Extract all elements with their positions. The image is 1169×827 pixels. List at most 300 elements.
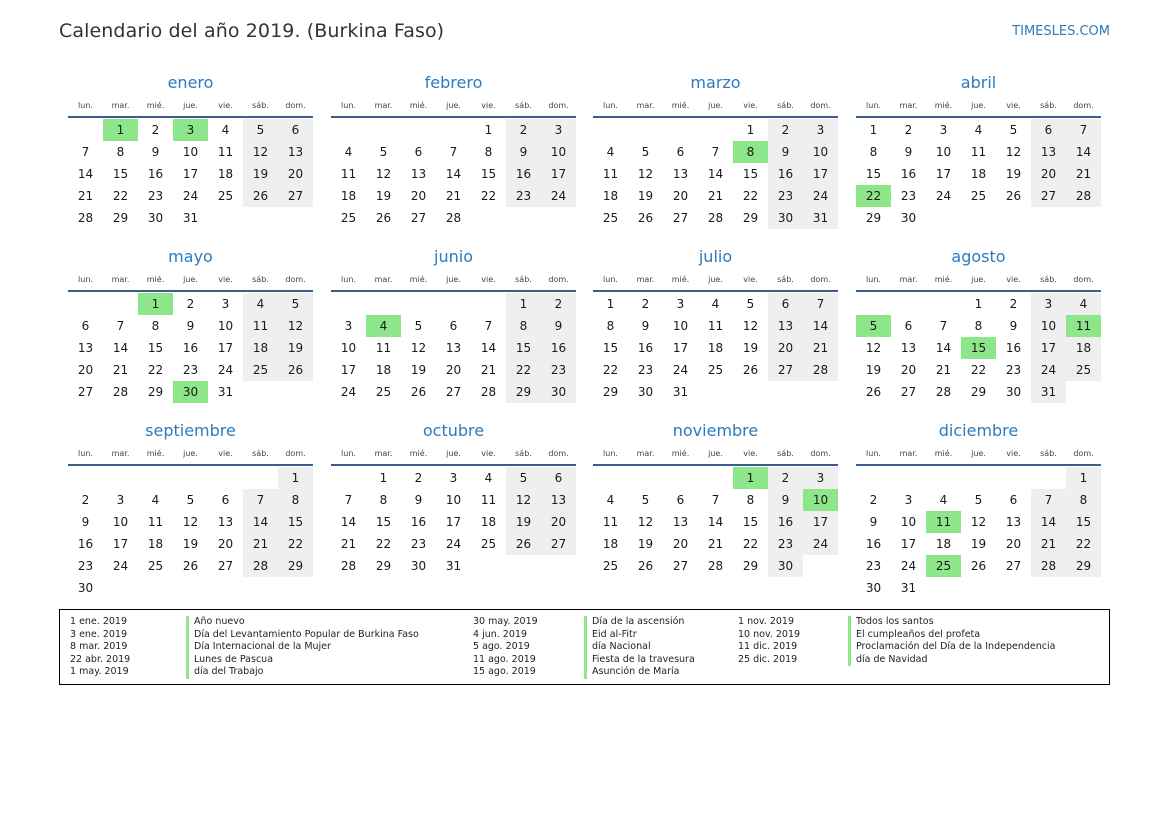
day-cell[interactable]: 18 bbox=[707, 341, 724, 355]
day-cell[interactable]: 27 bbox=[77, 385, 94, 399]
day-cell[interactable]: 12 bbox=[1005, 145, 1022, 159]
day-cell[interactable]: 6 bbox=[81, 319, 90, 333]
day-cell[interactable]: 3 bbox=[449, 471, 458, 485]
day-cell[interactable]: 21 bbox=[112, 363, 129, 377]
weekend-day-cell[interactable]: 23 bbox=[768, 185, 803, 207]
day-cell[interactable]: 11 bbox=[480, 493, 497, 507]
day-cell[interactable]: 16 bbox=[1005, 341, 1022, 355]
day-cell[interactable]: 9 bbox=[869, 515, 878, 529]
weekend-day-cell[interactable]: 16 bbox=[506, 163, 541, 185]
day-cell[interactable]: 24 bbox=[445, 537, 462, 551]
day-cell[interactable]: 22 bbox=[602, 363, 619, 377]
day-cell[interactable]: 23 bbox=[637, 363, 654, 377]
day-cell[interactable]: 27 bbox=[1005, 559, 1022, 573]
day-cell[interactable]: 6 bbox=[449, 319, 458, 333]
weekend-day-cell[interactable]: 17 bbox=[541, 163, 576, 185]
weekend-day-cell[interactable]: 23 bbox=[541, 359, 576, 381]
day-cell[interactable]: 10 bbox=[445, 493, 462, 507]
day-cell[interactable]: 10 bbox=[340, 341, 357, 355]
weekend-day-cell[interactable]: 5 bbox=[278, 293, 313, 315]
day-cell[interactable]: 8 bbox=[116, 145, 125, 159]
day-cell[interactable]: 24 bbox=[340, 385, 357, 399]
weekend-day-cell[interactable]: 28 bbox=[1031, 555, 1066, 577]
day-cell[interactable]: 16 bbox=[182, 341, 199, 355]
day-cell[interactable]: 18 bbox=[340, 189, 357, 203]
holiday-day-cell[interactable]: 15 bbox=[961, 337, 996, 359]
day-cell[interactable]: 7 bbox=[116, 319, 125, 333]
day-cell[interactable]: 19 bbox=[1005, 167, 1022, 181]
weekend-day-cell[interactable]: 21 bbox=[243, 533, 278, 555]
day-cell[interactable]: 17 bbox=[672, 341, 689, 355]
day-cell[interactable]: 18 bbox=[217, 167, 234, 181]
day-cell[interactable]: 28 bbox=[707, 211, 724, 225]
day-cell[interactable]: 8 bbox=[869, 145, 878, 159]
day-cell[interactable]: 22 bbox=[742, 537, 759, 551]
holiday-day-cell[interactable]: 1 bbox=[103, 119, 138, 141]
day-cell[interactable]: 4 bbox=[711, 297, 720, 311]
day-cell[interactable]: 1 bbox=[379, 471, 388, 485]
day-cell[interactable]: 17 bbox=[182, 167, 199, 181]
day-cell[interactable]: 28 bbox=[77, 211, 94, 225]
day-cell[interactable]: 5 bbox=[379, 145, 388, 159]
day-cell[interactable]: 11 bbox=[970, 145, 987, 159]
weekend-day-cell[interactable]: 1 bbox=[278, 467, 313, 489]
day-cell[interactable]: 23 bbox=[865, 559, 882, 573]
weekend-day-cell[interactable]: 9 bbox=[541, 315, 576, 337]
weekend-day-cell[interactable]: 29 bbox=[1066, 555, 1101, 577]
day-cell[interactable]: 13 bbox=[445, 341, 462, 355]
day-cell[interactable]: 20 bbox=[900, 363, 917, 377]
day-cell[interactable]: 15 bbox=[742, 515, 759, 529]
weekend-day-cell[interactable]: 21 bbox=[1031, 533, 1066, 555]
day-cell[interactable]: 20 bbox=[1005, 537, 1022, 551]
day-cell[interactable]: 14 bbox=[112, 341, 129, 355]
weekend-day-cell[interactable]: 25 bbox=[1066, 359, 1101, 381]
day-cell[interactable]: 28 bbox=[445, 211, 462, 225]
weekend-day-cell[interactable]: 17 bbox=[803, 511, 838, 533]
day-cell[interactable]: 6 bbox=[414, 145, 423, 159]
day-cell[interactable]: 23 bbox=[147, 189, 164, 203]
day-cell[interactable]: 30 bbox=[410, 559, 427, 573]
day-cell[interactable]: 26 bbox=[742, 363, 759, 377]
day-cell[interactable]: 18 bbox=[935, 537, 952, 551]
day-cell[interactable]: 19 bbox=[182, 537, 199, 551]
holiday-day-cell[interactable]: 11 bbox=[926, 511, 961, 533]
day-cell[interactable]: 20 bbox=[445, 363, 462, 377]
weekend-day-cell[interactable]: 3 bbox=[803, 467, 838, 489]
weekend-day-cell[interactable]: 24 bbox=[1031, 359, 1066, 381]
weekend-day-cell[interactable]: 27 bbox=[278, 185, 313, 207]
day-cell[interactable]: 4 bbox=[939, 493, 948, 507]
day-cell[interactable]: 18 bbox=[480, 515, 497, 529]
weekend-day-cell[interactable]: 30 bbox=[768, 207, 803, 229]
weekend-day-cell[interactable]: 27 bbox=[541, 533, 576, 555]
day-cell[interactable]: 26 bbox=[182, 559, 199, 573]
day-cell[interactable]: 2 bbox=[414, 471, 423, 485]
weekend-day-cell[interactable]: 3 bbox=[803, 119, 838, 141]
day-cell[interactable]: 31 bbox=[217, 385, 234, 399]
day-cell[interactable]: 24 bbox=[112, 559, 129, 573]
day-cell[interactable]: 29 bbox=[112, 211, 129, 225]
day-cell[interactable]: 7 bbox=[449, 145, 458, 159]
day-cell[interactable]: 28 bbox=[340, 559, 357, 573]
weekend-day-cell[interactable]: 22 bbox=[506, 359, 541, 381]
day-cell[interactable]: 14 bbox=[707, 515, 724, 529]
weekend-day-cell[interactable]: 27 bbox=[768, 359, 803, 381]
day-cell[interactable]: 5 bbox=[414, 319, 423, 333]
day-cell[interactable]: 8 bbox=[746, 493, 755, 507]
holiday-day-cell[interactable]: 8 bbox=[733, 141, 768, 163]
day-cell[interactable]: 7 bbox=[344, 493, 353, 507]
day-cell[interactable]: 6 bbox=[676, 493, 685, 507]
day-cell[interactable]: 4 bbox=[974, 123, 983, 137]
day-cell[interactable]: 25 bbox=[480, 537, 497, 551]
weekend-day-cell[interactable]: 6 bbox=[1031, 119, 1066, 141]
day-cell[interactable]: 5 bbox=[746, 297, 755, 311]
day-cell[interactable]: 31 bbox=[672, 385, 689, 399]
day-cell[interactable]: 13 bbox=[217, 515, 234, 529]
day-cell[interactable]: 26 bbox=[637, 559, 654, 573]
day-cell[interactable]: 15 bbox=[147, 341, 164, 355]
day-cell[interactable]: 22 bbox=[375, 537, 392, 551]
weekend-day-cell[interactable]: 12 bbox=[506, 489, 541, 511]
day-cell[interactable]: 20 bbox=[410, 189, 427, 203]
day-cell[interactable]: 23 bbox=[410, 537, 427, 551]
day-cell[interactable]: 28 bbox=[935, 385, 952, 399]
day-cell[interactable]: 8 bbox=[606, 319, 615, 333]
day-cell[interactable]: 9 bbox=[414, 493, 423, 507]
day-cell[interactable]: 10 bbox=[112, 515, 129, 529]
day-cell[interactable]: 21 bbox=[77, 189, 94, 203]
day-cell[interactable]: 4 bbox=[606, 145, 615, 159]
weekend-day-cell[interactable]: 9 bbox=[768, 141, 803, 163]
day-cell[interactable]: 17 bbox=[340, 363, 357, 377]
weekend-day-cell[interactable]: 8 bbox=[506, 315, 541, 337]
day-cell[interactable]: 17 bbox=[112, 537, 129, 551]
weekend-day-cell[interactable]: 27 bbox=[1031, 185, 1066, 207]
day-cell[interactable]: 30 bbox=[77, 581, 94, 595]
day-cell[interactable]: 27 bbox=[445, 385, 462, 399]
weekend-day-cell[interactable]: 13 bbox=[278, 141, 313, 163]
weekend-day-cell[interactable]: 8 bbox=[1066, 489, 1101, 511]
day-cell[interactable]: 1 bbox=[974, 297, 983, 311]
weekend-day-cell[interactable]: 2 bbox=[541, 293, 576, 315]
day-cell[interactable]: 15 bbox=[480, 167, 497, 181]
day-cell[interactable]: 14 bbox=[77, 167, 94, 181]
holiday-day-cell[interactable]: 25 bbox=[926, 555, 961, 577]
day-cell[interactable]: 1 bbox=[746, 123, 755, 137]
weekend-day-cell[interactable]: 16 bbox=[768, 511, 803, 533]
day-cell[interactable]: 29 bbox=[147, 385, 164, 399]
day-cell[interactable]: 24 bbox=[900, 559, 917, 573]
weekend-day-cell[interactable]: 29 bbox=[278, 555, 313, 577]
weekend-day-cell[interactable]: 23 bbox=[506, 185, 541, 207]
weekend-day-cell[interactable]: 28 bbox=[803, 359, 838, 381]
day-cell[interactable]: 23 bbox=[77, 559, 94, 573]
day-cell[interactable]: 3 bbox=[904, 493, 913, 507]
day-cell[interactable]: 19 bbox=[742, 341, 759, 355]
day-cell[interactable]: 28 bbox=[707, 559, 724, 573]
day-cell[interactable]: 15 bbox=[375, 515, 392, 529]
weekend-day-cell[interactable]: 13 bbox=[768, 315, 803, 337]
holiday-day-cell[interactable]: 4 bbox=[366, 315, 401, 337]
weekend-day-cell[interactable]: 15 bbox=[1066, 511, 1101, 533]
day-cell[interactable]: 9 bbox=[904, 145, 913, 159]
day-cell[interactable]: 22 bbox=[742, 189, 759, 203]
day-cell[interactable]: 2 bbox=[81, 493, 90, 507]
day-cell[interactable]: 30 bbox=[900, 211, 917, 225]
day-cell[interactable]: 18 bbox=[602, 537, 619, 551]
day-cell[interactable]: 25 bbox=[340, 211, 357, 225]
day-cell[interactable]: 5 bbox=[186, 493, 195, 507]
day-cell[interactable]: 18 bbox=[375, 363, 392, 377]
day-cell[interactable]: 23 bbox=[900, 189, 917, 203]
day-cell[interactable]: 21 bbox=[340, 537, 357, 551]
holiday-day-cell[interactable]: 1 bbox=[733, 467, 768, 489]
weekend-day-cell[interactable]: 30 bbox=[768, 555, 803, 577]
day-cell[interactable]: 12 bbox=[182, 515, 199, 529]
weekend-day-cell[interactable]: 1 bbox=[506, 293, 541, 315]
day-cell[interactable]: 15 bbox=[742, 167, 759, 181]
weekend-day-cell[interactable]: 5 bbox=[506, 467, 541, 489]
weekend-day-cell[interactable]: 26 bbox=[506, 533, 541, 555]
day-cell[interactable]: 3 bbox=[344, 319, 353, 333]
day-cell[interactable]: 25 bbox=[970, 189, 987, 203]
day-cell[interactable]: 12 bbox=[410, 341, 427, 355]
day-cell[interactable]: 9 bbox=[1009, 319, 1018, 333]
day-cell[interactable]: 21 bbox=[707, 537, 724, 551]
day-cell[interactable]: 22 bbox=[970, 363, 987, 377]
day-cell[interactable]: 5 bbox=[641, 145, 650, 159]
day-cell[interactable]: 25 bbox=[707, 363, 724, 377]
day-cell[interactable]: 3 bbox=[221, 297, 230, 311]
weekend-day-cell[interactable]: 15 bbox=[506, 337, 541, 359]
weekend-day-cell[interactable]: 28 bbox=[1066, 185, 1101, 207]
day-cell[interactable]: 18 bbox=[602, 189, 619, 203]
day-cell[interactable]: 5 bbox=[641, 493, 650, 507]
day-cell[interactable]: 26 bbox=[970, 559, 987, 573]
weekend-day-cell[interactable]: 8 bbox=[278, 489, 313, 511]
day-cell[interactable]: 6 bbox=[676, 145, 685, 159]
day-cell[interactable]: 29 bbox=[865, 211, 882, 225]
holiday-day-cell[interactable]: 10 bbox=[803, 489, 838, 511]
day-cell[interactable]: 8 bbox=[974, 319, 983, 333]
day-cell[interactable]: 2 bbox=[151, 123, 160, 137]
day-cell[interactable]: 4 bbox=[344, 145, 353, 159]
day-cell[interactable]: 29 bbox=[742, 559, 759, 573]
weekend-day-cell[interactable]: 10 bbox=[1031, 315, 1066, 337]
day-cell[interactable]: 27 bbox=[217, 559, 234, 573]
day-cell[interactable]: 19 bbox=[637, 189, 654, 203]
day-cell[interactable]: 8 bbox=[379, 493, 388, 507]
day-cell[interactable]: 22 bbox=[147, 363, 164, 377]
day-cell[interactable]: 21 bbox=[935, 363, 952, 377]
day-cell[interactable]: 12 bbox=[742, 319, 759, 333]
day-cell[interactable]: 21 bbox=[707, 189, 724, 203]
day-cell[interactable]: 16 bbox=[77, 537, 94, 551]
day-cell[interactable]: 17 bbox=[900, 537, 917, 551]
day-cell[interactable]: 29 bbox=[375, 559, 392, 573]
weekend-day-cell[interactable]: 9 bbox=[768, 489, 803, 511]
day-cell[interactable]: 31 bbox=[445, 559, 462, 573]
day-cell[interactable]: 16 bbox=[410, 515, 427, 529]
day-cell[interactable]: 29 bbox=[742, 211, 759, 225]
day-cell[interactable]: 27 bbox=[410, 211, 427, 225]
day-cell[interactable]: 10 bbox=[900, 515, 917, 529]
day-cell[interactable]: 2 bbox=[1009, 297, 1018, 311]
weekend-day-cell[interactable]: 4 bbox=[1066, 293, 1101, 315]
weekend-day-cell[interactable]: 19 bbox=[506, 511, 541, 533]
day-cell[interactable]: 12 bbox=[637, 167, 654, 181]
brand-link[interactable]: TIMESLES.COM bbox=[1012, 24, 1110, 39]
day-cell[interactable]: 16 bbox=[147, 167, 164, 181]
day-cell[interactable]: 27 bbox=[672, 211, 689, 225]
weekend-day-cell[interactable]: 24 bbox=[541, 185, 576, 207]
weekend-day-cell[interactable]: 23 bbox=[768, 533, 803, 555]
weekend-day-cell[interactable]: 12 bbox=[243, 141, 278, 163]
day-cell[interactable]: 6 bbox=[221, 493, 230, 507]
day-cell[interactable]: 13 bbox=[1005, 515, 1022, 529]
day-cell[interactable]: 10 bbox=[672, 319, 689, 333]
day-cell[interactable]: 2 bbox=[904, 123, 913, 137]
weekend-day-cell[interactable]: 17 bbox=[803, 163, 838, 185]
day-cell[interactable]: 5 bbox=[1009, 123, 1018, 137]
weekend-day-cell[interactable]: 18 bbox=[1066, 337, 1101, 359]
holiday-day-cell[interactable]: 30 bbox=[173, 381, 208, 403]
day-cell[interactable]: 29 bbox=[970, 385, 987, 399]
day-cell[interactable]: 16 bbox=[900, 167, 917, 181]
weekend-day-cell[interactable]: 31 bbox=[803, 207, 838, 229]
day-cell[interactable]: 25 bbox=[147, 559, 164, 573]
day-cell[interactable]: 1 bbox=[869, 123, 878, 137]
weekend-day-cell[interactable]: 9 bbox=[506, 141, 541, 163]
holiday-day-cell[interactable]: 1 bbox=[138, 293, 173, 315]
day-cell[interactable]: 30 bbox=[1005, 385, 1022, 399]
weekend-day-cell[interactable]: 30 bbox=[541, 381, 576, 403]
weekend-day-cell[interactable]: 7 bbox=[243, 489, 278, 511]
weekend-day-cell[interactable]: 31 bbox=[1031, 381, 1066, 403]
day-cell[interactable]: 20 bbox=[672, 537, 689, 551]
day-cell[interactable]: 30 bbox=[865, 581, 882, 595]
day-cell[interactable]: 3 bbox=[676, 297, 685, 311]
day-cell[interactable]: 18 bbox=[970, 167, 987, 181]
day-cell[interactable]: 7 bbox=[81, 145, 90, 159]
day-cell[interactable]: 20 bbox=[217, 537, 234, 551]
weekend-day-cell[interactable]: 14 bbox=[1066, 141, 1101, 163]
day-cell[interactable]: 21 bbox=[480, 363, 497, 377]
weekend-day-cell[interactable]: 7 bbox=[1031, 489, 1066, 511]
weekend-day-cell[interactable]: 19 bbox=[243, 163, 278, 185]
day-cell[interactable]: 10 bbox=[217, 319, 234, 333]
day-cell[interactable]: 24 bbox=[182, 189, 199, 203]
day-cell[interactable]: 2 bbox=[641, 297, 650, 311]
day-cell[interactable]: 17 bbox=[935, 167, 952, 181]
weekend-day-cell[interactable]: 14 bbox=[1031, 511, 1066, 533]
weekend-day-cell[interactable]: 11 bbox=[243, 315, 278, 337]
weekend-day-cell[interactable]: 28 bbox=[243, 555, 278, 577]
day-cell[interactable]: 11 bbox=[147, 515, 164, 529]
weekend-day-cell[interactable]: 3 bbox=[1031, 293, 1066, 315]
day-cell[interactable]: 28 bbox=[112, 385, 129, 399]
day-cell[interactable]: 3 bbox=[939, 123, 948, 137]
weekend-day-cell[interactable]: 6 bbox=[768, 293, 803, 315]
weekend-day-cell[interactable]: 25 bbox=[243, 359, 278, 381]
day-cell[interactable]: 25 bbox=[217, 189, 234, 203]
day-cell[interactable]: 8 bbox=[484, 145, 493, 159]
day-cell[interactable]: 24 bbox=[935, 189, 952, 203]
day-cell[interactable]: 14 bbox=[935, 341, 952, 355]
day-cell[interactable]: 7 bbox=[939, 319, 948, 333]
day-cell[interactable]: 19 bbox=[865, 363, 882, 377]
weekend-day-cell[interactable]: 24 bbox=[803, 533, 838, 555]
day-cell[interactable]: 2 bbox=[869, 493, 878, 507]
weekend-day-cell[interactable]: 5 bbox=[243, 119, 278, 141]
holiday-day-cell[interactable]: 3 bbox=[173, 119, 208, 141]
day-cell[interactable]: 9 bbox=[151, 145, 160, 159]
day-cell[interactable]: 25 bbox=[375, 385, 392, 399]
weekend-day-cell[interactable]: 19 bbox=[278, 337, 313, 359]
day-cell[interactable]: 6 bbox=[904, 319, 913, 333]
day-cell[interactable]: 14 bbox=[340, 515, 357, 529]
day-cell[interactable]: 6 bbox=[1009, 493, 1018, 507]
day-cell[interactable]: 19 bbox=[410, 363, 427, 377]
day-cell[interactable]: 9 bbox=[81, 515, 90, 529]
weekend-day-cell[interactable]: 2 bbox=[506, 119, 541, 141]
day-cell[interactable]: 26 bbox=[375, 211, 392, 225]
day-cell[interactable]: 17 bbox=[445, 515, 462, 529]
weekend-day-cell[interactable]: 2 bbox=[768, 467, 803, 489]
day-cell[interactable]: 22 bbox=[112, 189, 129, 203]
day-cell[interactable]: 26 bbox=[410, 385, 427, 399]
weekend-day-cell[interactable]: 1 bbox=[1066, 467, 1101, 489]
day-cell[interactable]: 13 bbox=[900, 341, 917, 355]
weekend-day-cell[interactable]: 29 bbox=[506, 381, 541, 403]
day-cell[interactable]: 11 bbox=[602, 515, 619, 529]
day-cell[interactable]: 16 bbox=[865, 537, 882, 551]
day-cell[interactable]: 12 bbox=[375, 167, 392, 181]
day-cell[interactable]: 26 bbox=[637, 211, 654, 225]
weekend-day-cell[interactable]: 17 bbox=[1031, 337, 1066, 359]
weekend-day-cell[interactable]: 21 bbox=[1066, 163, 1101, 185]
day-cell[interactable]: 7 bbox=[711, 145, 720, 159]
day-cell[interactable]: 10 bbox=[182, 145, 199, 159]
weekend-day-cell[interactable]: 26 bbox=[243, 185, 278, 207]
day-cell[interactable]: 11 bbox=[375, 341, 392, 355]
day-cell[interactable]: 9 bbox=[186, 319, 195, 333]
day-cell[interactable]: 15 bbox=[865, 167, 882, 181]
day-cell[interactable]: 24 bbox=[217, 363, 234, 377]
day-cell[interactable]: 16 bbox=[637, 341, 654, 355]
weekend-day-cell[interactable]: 14 bbox=[243, 511, 278, 533]
weekend-day-cell[interactable]: 18 bbox=[243, 337, 278, 359]
day-cell[interactable]: 4 bbox=[221, 123, 230, 137]
weekend-day-cell[interactable]: 16 bbox=[541, 337, 576, 359]
day-cell[interactable]: 8 bbox=[151, 319, 160, 333]
day-cell[interactable]: 4 bbox=[606, 493, 615, 507]
weekend-day-cell[interactable]: 10 bbox=[803, 141, 838, 163]
day-cell[interactable]: 17 bbox=[217, 341, 234, 355]
day-cell[interactable]: 7 bbox=[484, 319, 493, 333]
weekend-day-cell[interactable]: 12 bbox=[278, 315, 313, 337]
weekend-day-cell[interactable]: 22 bbox=[278, 533, 313, 555]
day-cell[interactable]: 13 bbox=[672, 167, 689, 181]
day-cell[interactable]: 23 bbox=[182, 363, 199, 377]
day-cell[interactable]: 1 bbox=[484, 123, 493, 137]
day-cell[interactable]: 20 bbox=[672, 189, 689, 203]
day-cell[interactable]: 1 bbox=[606, 297, 615, 311]
weekend-day-cell[interactable]: 24 bbox=[803, 185, 838, 207]
day-cell[interactable]: 30 bbox=[147, 211, 164, 225]
